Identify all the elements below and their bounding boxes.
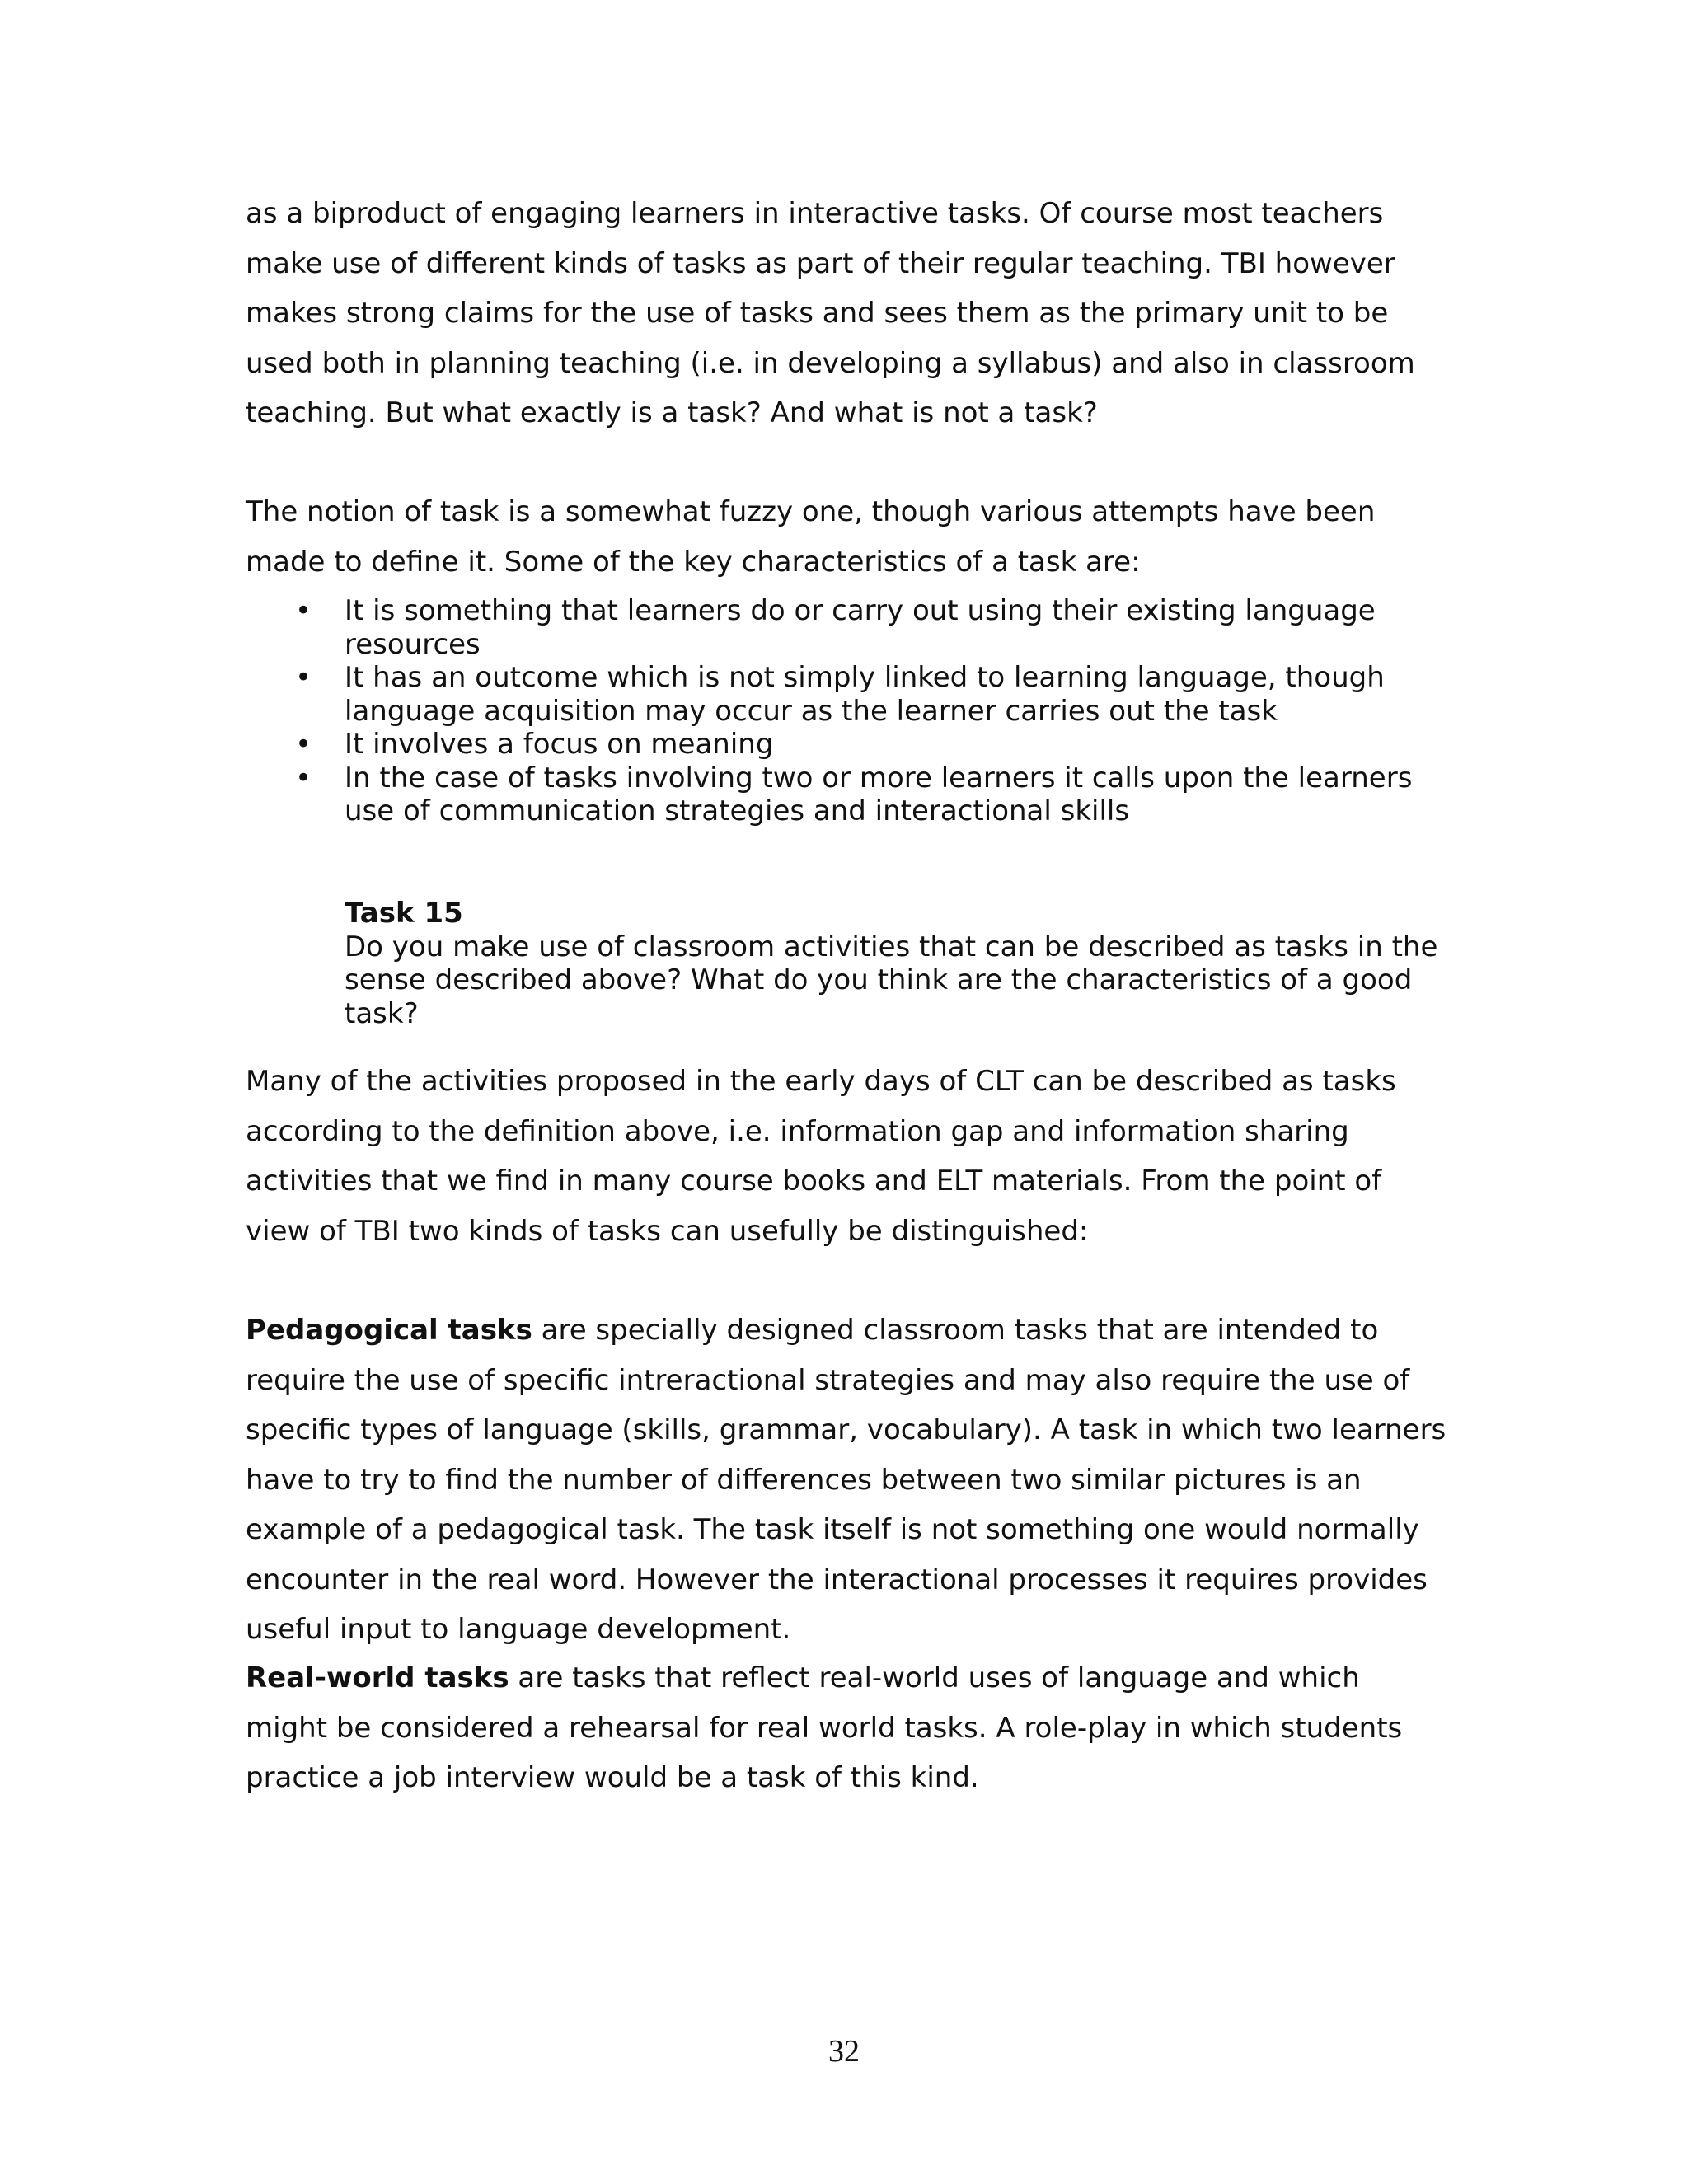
- task-text: Do you make use of classroom activities that can be described as tasks in the sense described above? What do you think are the characteristics of a good task?: [345, 930, 1438, 1030]
- bullet-icon: •: [295, 728, 312, 761]
- list-item-text: It involves a focus on meaning: [345, 728, 774, 761]
- task-title: Task 15: [345, 897, 463, 930]
- paragraph-text: as a biproduct of engaging learners in interactive tasks. Of course most teachers make use of different kinds of tasks as part of their regular teaching. TBI however makes strong claims for the use of tasks and sees them as the primary unit to be used both in planning teaching (i.e. in developing a syllabus) and also in classroom teaching. But what exactly is a task? And what is not a task?: [246, 197, 1415, 429]
- list-item: [246, 594, 1449, 661]
- intro-paragraph: [246, 189, 1449, 438]
- list-item: [246, 762, 1449, 828]
- pedagogical-tasks-paragraph: [246, 1305, 1449, 1655]
- bullet-icon: •: [295, 661, 312, 694]
- pedagogical-tasks-text: are specially designed classroom tasks that are intended to require the use of specific intreractional strategies and may also require the use of specific types of language (skills, grammar, vocabulary). A task in which two learners have to try to find the number of differences between two similar pictures is an example of a pedagogical task. The task itself is not something one would normally encounter in the real word. However the interactional processes it requires provides useful input to language development.: [246, 1314, 1447, 1646]
- page-number: 32: [828, 2034, 860, 2069]
- clt-paragraph: [246, 1057, 1449, 1256]
- list-item: [246, 661, 1449, 728]
- real-world-tasks-text: are tasks that reflect real-world uses of language and which might be considered a rehearsal for real world tasks. A role-play in which students practice a job interview would be a task of this kind.: [246, 1661, 1403, 1794]
- characteristics-list: [246, 594, 1449, 828]
- task-definition-paragraph: [246, 487, 1449, 587]
- list-item-text: It is something that learners do or carry out using their existing language resources: [345, 594, 1376, 661]
- real-world-tasks-term: Real-world tasks: [246, 1661, 509, 1694]
- bullet-icon: •: [295, 594, 312, 627]
- real-world-tasks-paragraph: [246, 1653, 1449, 1803]
- paragraph-text: Many of the activities proposed in the early days of CLT can be described as tasks according to the definition above, i.e. information gap and information sharing activities that we find in many course books and ELT materials. From the point of view of TBI two kinds of tasks can usefully be distinguished:: [246, 1065, 1396, 1248]
- task-box: [345, 897, 1449, 1030]
- pedagogical-tasks-term: Pedagogical tasks: [246, 1314, 532, 1347]
- list-item-text: It has an outcome which is not simply linked to learning language, though language acquisition may occur as the learner carries out the task: [345, 661, 1385, 728]
- list-item-text: In the case of tasks involving two or more learners it calls upon the learners use of communication strategies and interactional skills: [345, 761, 1413, 827]
- paragraph-text: The notion of task is a somewhat fuzzy one, though various attempts have been made to define it. Some of the key characteristics of a task are:: [246, 495, 1376, 579]
- bullet-icon: •: [295, 761, 312, 794]
- list-item: [246, 728, 1449, 762]
